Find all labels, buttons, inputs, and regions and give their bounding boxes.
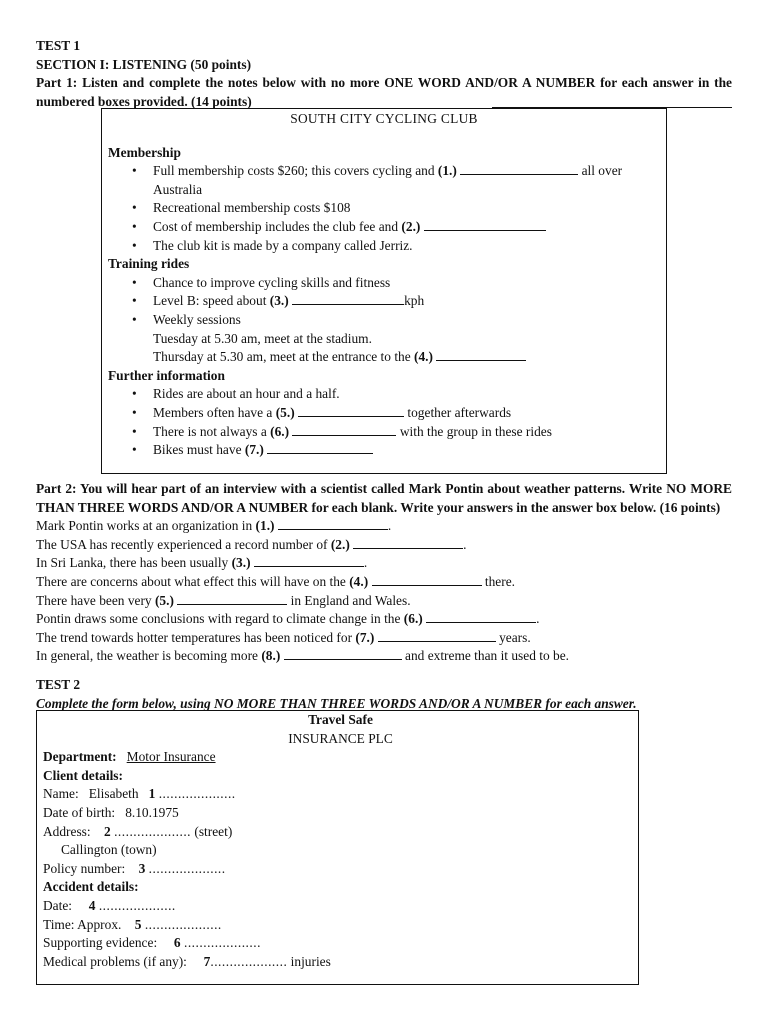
answer-field-4[interactable]: .................... — [98, 897, 176, 913]
question-line: There are concerns about what effect this will have on the (4.) there. — [36, 573, 515, 589]
time-row: Time: Approx. 5 .................... — [43, 916, 222, 932]
part1-instruction: Part 1: Listen and complete the notes below with no more ONE WORD AND/OR A NUMBER for each answer in the numbered boxes provided. (14 points) — [36, 75, 732, 109]
part2-blank-5[interactable] — [177, 592, 287, 605]
question-line: In Sri Lanka, there has been usually (3.) . — [36, 555, 368, 571]
answer-field-7[interactable]: .................... — [210, 953, 288, 969]
part2-blank-4[interactable] — [372, 573, 482, 586]
answer-blank-2[interactable] — [424, 218, 546, 231]
question-line: The trend towards hotter temperatures has been noticed for (7.) years. — [36, 629, 531, 645]
question-line: There have been very (5.) in England and Wales. — [36, 592, 411, 608]
list-item-continued: Australia — [153, 181, 203, 197]
dob-row: Date of birth: 8.10.1975 — [43, 804, 179, 820]
question-line: The USA has recently experienced a record number of (2.) . — [36, 536, 467, 552]
policy-row: Policy number: 3 .................... — [43, 860, 226, 876]
question-line: Mark Pontin works at an organization in (1.) . — [36, 518, 392, 534]
question-line: In general, the weather is becoming more (8.) and extreme than it used to be. — [36, 648, 569, 664]
list-item: • Level B: speed about (3.) kph — [108, 292, 666, 311]
answer-field-1[interactable]: .................... — [158, 786, 236, 802]
part2-blank-1[interactable] — [278, 517, 388, 530]
insurance-form — [36, 710, 639, 985]
name-row: Name: Elisabeth 1 .................... — [43, 786, 236, 802]
answer-blank-7[interactable] — [267, 441, 373, 454]
answer-field-2[interactable]: .................... — [114, 823, 192, 839]
further-heading: Further information — [108, 367, 225, 383]
test2-title: TEST 2 — [36, 677, 81, 692]
form-subtitle: INSURANCE PLC — [288, 730, 393, 746]
answer-field-5[interactable]: .................... — [144, 916, 222, 932]
list-item: • Recreational membership costs $108 — [108, 199, 666, 218]
list-item: • Rides are about an hour and a half. — [108, 385, 666, 404]
department-row: Department: Motor Insurance — [43, 749, 216, 765]
list-item: • Members often have a (5.) together afterwards — [108, 404, 666, 423]
question-line: Pontin draws some conclusions with regard to climate change in the (6.) . — [36, 611, 540, 627]
part2-blank-6[interactable] — [426, 610, 536, 623]
part2-section — [36, 480, 732, 666]
list-item: • There is not always a (6.) with the group in these rides — [108, 423, 666, 442]
answer-blank-4[interactable] — [436, 348, 526, 361]
test1-header — [36, 37, 732, 111]
evidence-row: Supporting evidence: 6 .................... — [43, 935, 261, 951]
test-title: TEST 1 — [36, 38, 81, 53]
part2-blank-7[interactable] — [378, 629, 496, 642]
part2-blank-3[interactable] — [254, 554, 364, 567]
test2-instruction: Complete the form below, using NO MORE THAN THREE WORDS AND/OR A NUMBER for each answer. — [36, 695, 637, 711]
medical-row: Medical problems (if any): 7.................... injuries — [43, 953, 331, 969]
list-item: • Chance to improve cycling skills and fitness — [108, 274, 666, 293]
list-item: • Full membership costs $260; this covers cycling and (1.) all over — [108, 162, 666, 181]
accident-heading: Accident details: — [43, 879, 139, 895]
session-tuesday: Tuesday at 5.30 am, meet at the stadium. — [153, 330, 372, 346]
list-item: • Bikes must have (7.) — [108, 441, 666, 460]
client-heading: Client details: — [43, 767, 123, 783]
answer-blank-3[interactable] — [292, 292, 404, 305]
training-heading: Training rides — [108, 256, 190, 272]
part2-blank-8[interactable] — [284, 647, 402, 660]
test2-header — [36, 676, 732, 713]
answer-field-3[interactable]: .................... — [148, 860, 226, 876]
section-title: SECTION I: LISTENING (50 points) — [36, 56, 252, 72]
form-title: Travel Safe — [308, 712, 373, 727]
answer-blank-5[interactable] — [298, 404, 404, 417]
cycling-club-notes — [101, 108, 667, 474]
answer-blank-1[interactable] — [460, 162, 578, 175]
club-title: SOUTH CITY CYCLING CLUB — [290, 111, 478, 126]
part2-instruction: Part 2: You will hear part of an interview with a scientist called Mark Pontin about weather patterns. Write NO MORE THAN THREE WORDS AND/OR A NUMBER for each blank. Write your answers in the answer box below. (16 points) — [36, 481, 732, 515]
list-item: • Cost of membership includes the club fee and (2.) — [108, 218, 666, 237]
answer-field-6[interactable]: .................... — [183, 935, 261, 951]
list-item: • Weekly sessions — [108, 311, 666, 330]
answer-blank-6[interactable] — [292, 423, 396, 436]
address-row: Address: 2 .................... (street) — [43, 823, 233, 839]
town-row: Callington (town) — [61, 842, 157, 858]
membership-heading: Membership — [108, 144, 181, 160]
session-thursday: Thursday at 5.30 am, meet at the entrance to the (4.) — [108, 348, 666, 367]
part2-blank-2[interactable] — [353, 536, 463, 549]
list-item: • The club kit is made by a company called Jerriz. — [108, 237, 666, 256]
date-row: Date: 4 .................... — [43, 897, 176, 913]
